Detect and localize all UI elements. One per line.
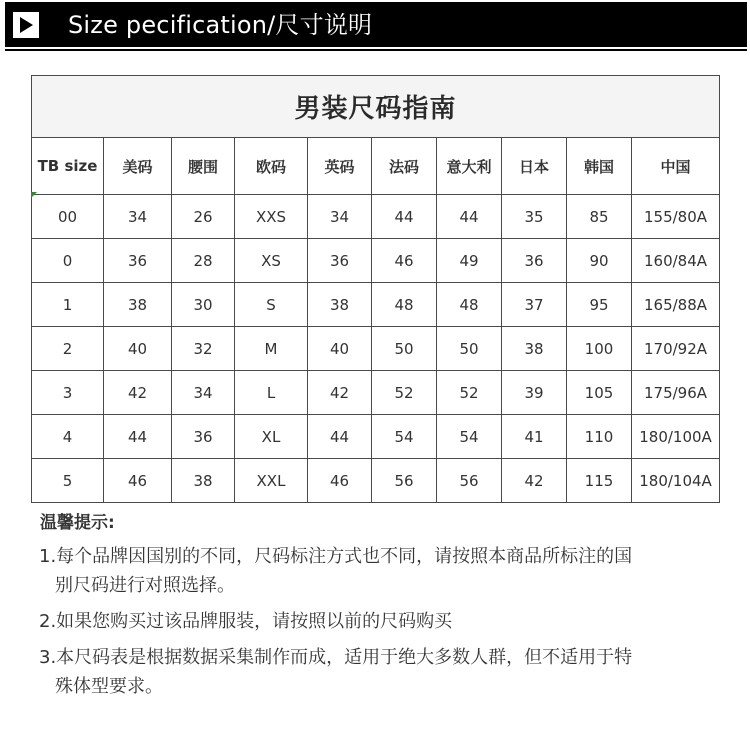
- table-cell: 180/104A: [632, 459, 720, 503]
- table-cell: 44: [104, 415, 172, 459]
- note-item: [39, 607, 719, 636]
- table-row: [32, 283, 720, 327]
- notes-title: 温馨提示:: [40, 513, 115, 533]
- table-cell: S: [235, 283, 308, 327]
- column-header: 欧码: [235, 138, 308, 195]
- table-row: [32, 459, 720, 503]
- column-header: 美码: [104, 138, 172, 195]
- table-cell: 50: [437, 327, 502, 371]
- table-cell: XXL: [235, 459, 308, 503]
- table-cell: 46: [104, 459, 172, 503]
- table-cell: 42: [104, 371, 172, 415]
- table-row: [32, 195, 720, 239]
- table-title: 男装尺码指南: [32, 76, 720, 138]
- table-cell: 37: [502, 283, 567, 327]
- table-cell: 5: [32, 459, 104, 503]
- table-cell: 39: [502, 371, 567, 415]
- table-cell: 34: [104, 195, 172, 239]
- table-row: [32, 415, 720, 459]
- table-cell: 56: [437, 459, 502, 503]
- table-cell: 38: [308, 283, 372, 327]
- table-cell: 165/88A: [632, 283, 720, 327]
- table-cell: 180/100A: [632, 415, 720, 459]
- column-header: 英码: [308, 138, 372, 195]
- table-cell: 95: [567, 283, 632, 327]
- table-cell: 41: [502, 415, 567, 459]
- table-cell: 49: [437, 239, 502, 283]
- note-line: 别尺码进行对照选择。: [55, 575, 235, 596]
- play-icon: [13, 12, 39, 38]
- column-header: 腰围: [172, 138, 235, 195]
- table-cell: 38: [104, 283, 172, 327]
- table-cell: 52: [437, 371, 502, 415]
- column-header: 日本: [502, 138, 567, 195]
- note-item: [39, 643, 719, 701]
- table-cell: 54: [372, 415, 437, 459]
- table-cell: 4: [32, 415, 104, 459]
- table-header-row: [32, 138, 720, 195]
- table-cell: 175/96A: [632, 371, 720, 415]
- table-cell: 110: [567, 415, 632, 459]
- table-cell: 36: [172, 415, 235, 459]
- note-line: 1.每个品牌因国别的不同，尺码标注方式也不同，请按照本商品所标注的国: [39, 546, 633, 567]
- table-cell: 160/84A: [632, 239, 720, 283]
- note-line: 3.本尺码表是根据数据采集制作而成，适用于绝大多数人群，但不适用于特: [39, 647, 633, 668]
- table-cell: 34: [308, 195, 372, 239]
- column-header: TB size: [32, 138, 104, 195]
- table-cell: 52: [372, 371, 437, 415]
- section-header: [5, 2, 747, 47]
- cell-corner-mark: [31, 192, 37, 198]
- table-cell: 46: [372, 239, 437, 283]
- table-cell: 36: [502, 239, 567, 283]
- table-cell: 40: [104, 327, 172, 371]
- table-cell: 2: [32, 327, 104, 371]
- table-cell: 46: [308, 459, 372, 503]
- column-header: 中国: [632, 138, 720, 195]
- size-table: [31, 75, 720, 503]
- table-cell: 28: [172, 239, 235, 283]
- table-cell: 30: [172, 283, 235, 327]
- table-cell: 44: [372, 195, 437, 239]
- column-header: 意大利: [437, 138, 502, 195]
- table-cell: 50: [372, 327, 437, 371]
- table-cell: 42: [308, 371, 372, 415]
- column-header: 韩国: [567, 138, 632, 195]
- table-cell: 44: [308, 415, 372, 459]
- table-cell: 100: [567, 327, 632, 371]
- table-cell: 1: [32, 283, 104, 327]
- table-cell: 38: [172, 459, 235, 503]
- table-cell: 54: [437, 415, 502, 459]
- table-cell: 36: [308, 239, 372, 283]
- table-cell: 0: [32, 239, 104, 283]
- table-row: [32, 327, 720, 371]
- table-cell: 42: [502, 459, 567, 503]
- table-cell: 85: [567, 195, 632, 239]
- note-item: [39, 542, 719, 600]
- section-title: Size pecification/尺寸说明: [68, 11, 373, 39]
- table-cell: L: [235, 371, 308, 415]
- column-header: 法码: [372, 138, 437, 195]
- table-cell: XL: [235, 415, 308, 459]
- note-line: 殊体型要求。: [55, 676, 163, 697]
- table-cell: 44: [437, 195, 502, 239]
- table-row: [32, 371, 720, 415]
- table-cell: 170/92A: [632, 327, 720, 371]
- table-cell: XS: [235, 239, 308, 283]
- table-cell: XXS: [235, 195, 308, 239]
- table-cell: 56: [372, 459, 437, 503]
- table-cell: 155/80A: [632, 195, 720, 239]
- table-cell: 115: [567, 459, 632, 503]
- table-cell: 32: [172, 327, 235, 371]
- table-cell: 00: [32, 195, 104, 239]
- note-line: 2.如果您购买过该品牌服装，请按照以前的尺码购买: [39, 611, 453, 632]
- table-cell: 48: [437, 283, 502, 327]
- table-cell: 105: [567, 371, 632, 415]
- table-cell: 34: [172, 371, 235, 415]
- table-cell: 36: [104, 239, 172, 283]
- table-row: [32, 239, 720, 283]
- table-cell: 48: [372, 283, 437, 327]
- table-cell: M: [235, 327, 308, 371]
- table-cell: 26: [172, 195, 235, 239]
- table-cell: 40: [308, 327, 372, 371]
- table-cell: 35: [502, 195, 567, 239]
- table-cell: 38: [502, 327, 567, 371]
- table-cell: 90: [567, 239, 632, 283]
- table-cell: 3: [32, 371, 104, 415]
